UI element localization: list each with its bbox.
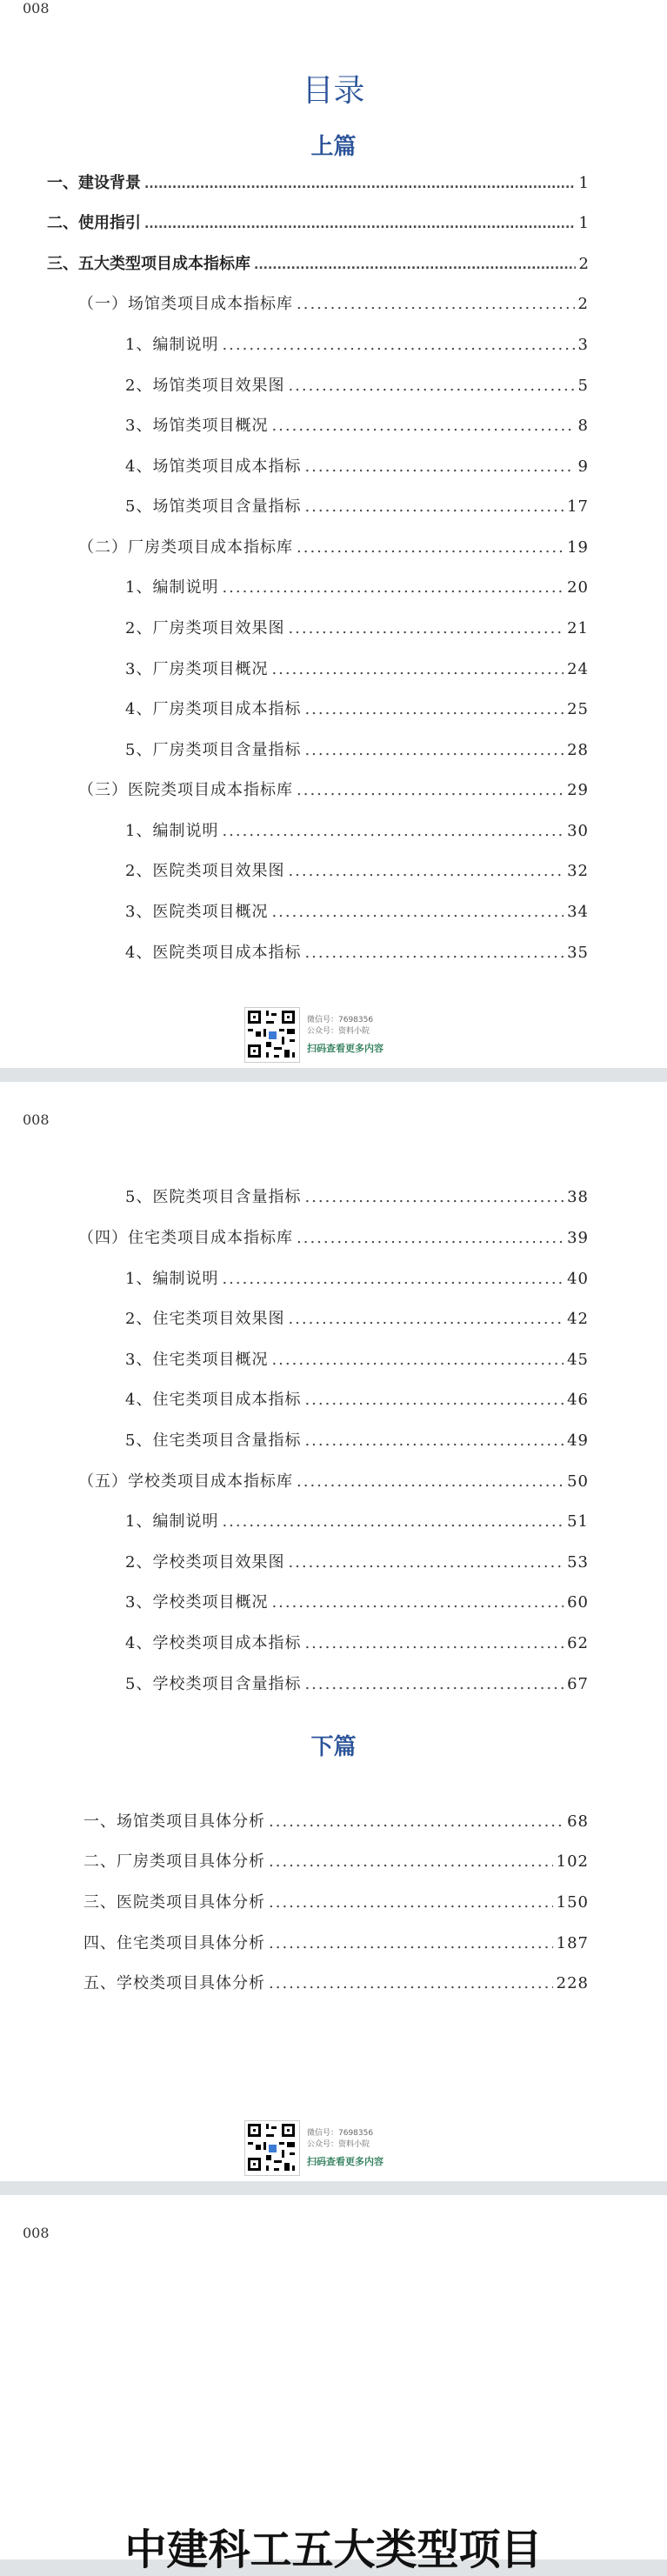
toc-entry[interactable]: 2、厂房类项目效果图 ..... 21 [125, 616, 589, 638]
toc-title: 目录 [302, 73, 365, 109]
toc-entry[interactable]: （五）学校类项目成本指标库 ..... 50 [78, 1469, 589, 1492]
toc-entry[interactable]: 5、厂房类项目含量指标 ..... 28 [125, 737, 589, 760]
upper-part-heading: 上篇 [310, 134, 357, 160]
toc-entry[interactable]: 3、住宅类项目概况 ..... 45 [125, 1347, 589, 1370]
toc-entry[interactable]: 一、建设背景 ..... 1 [47, 170, 589, 193]
toc-entry[interactable]: 3、厂房类项目概况 ..... 24 [125, 657, 589, 679]
toc-entry[interactable]: 5、住宅类项目含量指标 ..... 49 [125, 1428, 589, 1451]
qr-scan-text: 扫码查看更多内容 [307, 2156, 384, 2167]
qr-account-line: 公众号：资料小院 [307, 2140, 370, 2149]
toc-page-1 [0, 0, 667, 1068]
qr-scan-text: 扫码查看更多内容 [307, 1043, 384, 1054]
toc-entry[interactable]: 一、场馆类项目具体分析 ..... 68 [83, 1809, 589, 1832]
toc-entry[interactable]: （三）医院类项目成本指标库 ..... 29 [78, 777, 589, 800]
qr-wechat-line: 微信号：7698356 [307, 2129, 374, 2138]
toc-entry[interactable]: 2、医院类项目效果图 ..... 32 [125, 858, 589, 881]
page-label: 008 [23, 2225, 50, 2241]
toc-entry[interactable]: 3、学校类项目概况 ..... 60 [125, 1590, 589, 1612]
cover-page-3 [0, 2195, 667, 2574]
toc-entry[interactable]: 三、五大类型项目成本指标库 ..... 2 [47, 251, 589, 274]
toc-entry[interactable]: 5、学校类项目含量指标 ..... 67 [125, 1672, 589, 1694]
toc-entry[interactable]: 4、医院类项目成本指标 ..... 35 [125, 940, 589, 963]
qr-code-icon[interactable] [244, 1007, 300, 1063]
toc-entry[interactable]: 2、住宅类项目效果图 ..... 42 [125, 1306, 589, 1329]
toc-entry[interactable]: 1、编制说明 ..... 40 [125, 1266, 589, 1289]
toc-entry[interactable]: 1、编制说明 ..... 51 [125, 1509, 589, 1532]
page-label: 008 [23, 1111, 50, 1128]
toc-entry[interactable]: 二、使用指引 ..... 1 [47, 210, 589, 233]
qr-code-icon[interactable] [244, 2120, 300, 2176]
qr-account-line: 公众号：资料小院 [307, 1027, 370, 1036]
toc-entry[interactable]: 4、场馆类项目成本指标 ..... 9 [125, 454, 589, 477]
lower-part-heading: 下篇 [310, 1734, 357, 1760]
toc-entry[interactable]: 4、厂房类项目成本指标 ..... 25 [125, 697, 589, 719]
cover-title: 中建科工五大类型项目 [124, 2526, 543, 2574]
toc-entry[interactable]: 4、学校类项目成本指标 ..... 62 [125, 1631, 589, 1653]
qr-footer[interactable] [244, 1007, 399, 1063]
toc-entry[interactable]: 三、医院类项目具体分析 ..... 150 [83, 1890, 589, 1912]
toc-entry[interactable]: 四、住宅类项目具体分析 ..... 187 [83, 1931, 589, 1953]
toc-entry[interactable]: 3、场馆类项目概况 ..... 8 [125, 413, 589, 436]
toc-entry[interactable]: 1、编制说明 ..... 30 [125, 818, 589, 841]
toc-entry[interactable]: （四）住宅类项目成本指标库 ..... 39 [78, 1225, 589, 1248]
toc-entry[interactable]: 1、编制说明 ..... 20 [125, 575, 589, 597]
qr-wechat-line: 微信号：7698356 [307, 1016, 374, 1024]
toc-entry[interactable]: 5、医院类项目含量指标 ..... 38 [125, 1185, 589, 1207]
toc-entry[interactable]: 5、场馆类项目含量指标 ..... 17 [125, 494, 589, 517]
toc-entry[interactable]: （一）场馆类项目成本指标库 ..... 2 [78, 291, 589, 314]
toc-entry[interactable]: 2、学校类项目效果图 ..... 53 [125, 1550, 589, 1572]
toc-entry[interactable]: 二、厂房类项目具体分析 ..... 102 [83, 1849, 589, 1872]
toc-entry[interactable]: （二）厂房类项目成本指标库 ..... 19 [78, 535, 589, 557]
page-label: 008 [23, 0, 50, 17]
toc-entry[interactable]: 2、场馆类项目效果图 ..... 5 [125, 373, 589, 396]
toc-entry[interactable]: 3、医院类项目概况 ..... 34 [125, 899, 589, 922]
toc-entry[interactable]: 五、学校类项目具体分析 ..... 228 [83, 1971, 589, 1993]
qr-footer[interactable] [244, 2120, 399, 2176]
toc-page-2 [0, 1082, 667, 2181]
toc-entry[interactable]: 1、编制说明 ..... 3 [125, 332, 589, 355]
toc-entry[interactable]: 4、住宅类项目成本指标 ..... 46 [125, 1387, 589, 1410]
